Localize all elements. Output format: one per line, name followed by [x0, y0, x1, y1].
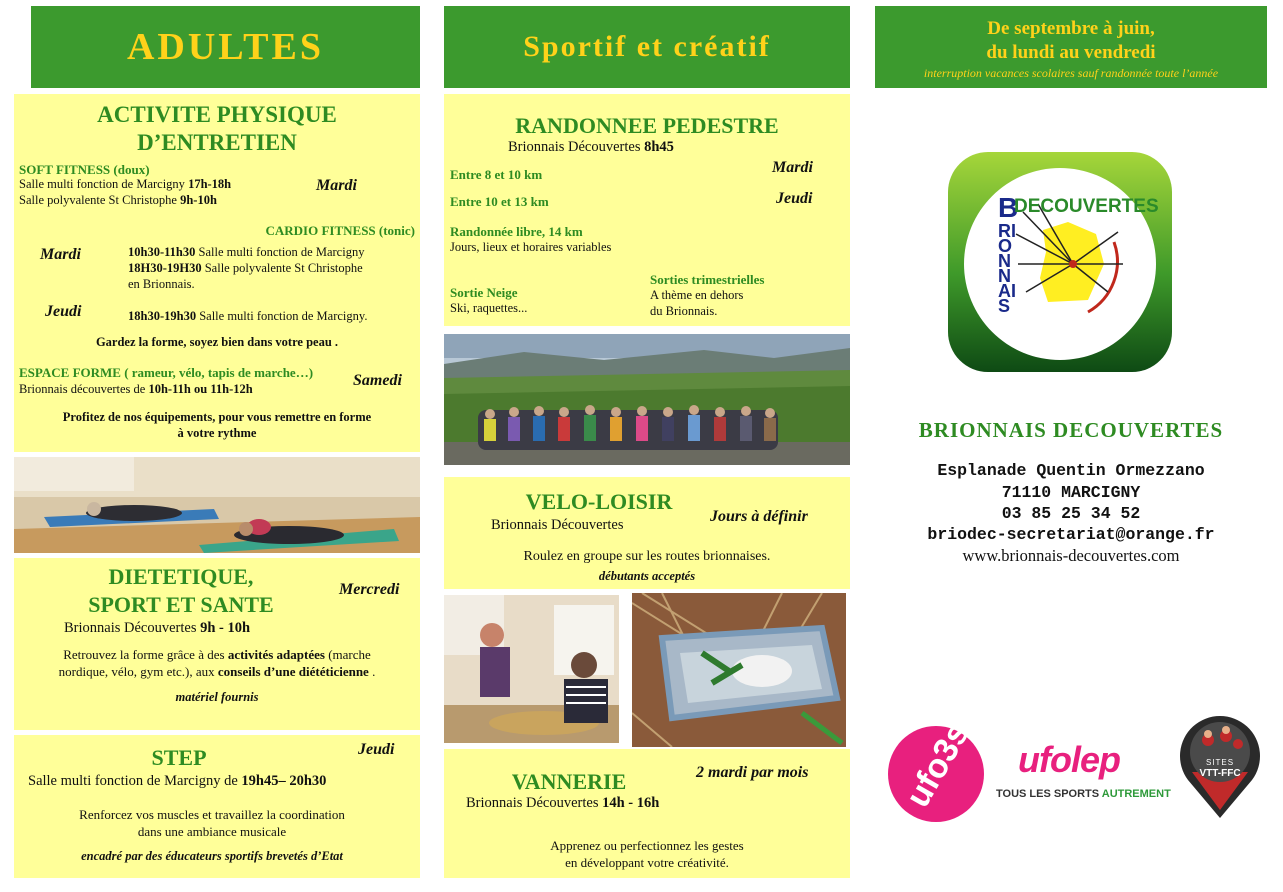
- vannerie-panel: [444, 749, 850, 878]
- gardez-forme-slogan: Gardez la forme, soyez bien dans votre peau .: [95, 335, 339, 349]
- hiking-group-photo: [444, 334, 850, 465]
- vannerie-day: 2 mardi par mois: [696, 764, 809, 781]
- soft-line2-time: 9h-10h: [180, 193, 217, 207]
- soft-fitness-title: SOFT FITNESS (doux): [19, 162, 150, 177]
- vannerie-photo-2: [632, 593, 846, 747]
- adultes-header: [31, 6, 420, 88]
- vannerie-title: VANNERIE: [511, 769, 627, 794]
- dietetique-desc-d: nordique, vélo, gym etc.), aux: [58, 664, 218, 679]
- vannerie-photo-2-illustration: [632, 593, 846, 747]
- step-desc-line2: dans une ambiance musicale: [137, 824, 287, 839]
- sorties-trim-line1: A thème en dehors: [650, 288, 744, 302]
- soft-fitness-day: Mardi: [316, 177, 357, 194]
- velo-title: VELO-LOISIR: [525, 489, 673, 514]
- ufo3s-text: ufo3s: [898, 716, 977, 814]
- activite-title-line2: D’ENTRETIEN: [137, 130, 297, 155]
- vannerie-time: 14h - 16h: [602, 795, 660, 811]
- step-place: [28, 773, 326, 790]
- dietetique-time: 9h - 10h: [200, 620, 251, 636]
- vannerie-desc-line1: Apprenez ou perfectionnez les gestes: [550, 838, 744, 853]
- cardio-l4-text: Salle multi fonction de Marcigny.: [196, 309, 368, 323]
- step-title: STEP: [151, 745, 207, 770]
- randonnee-libre-title: Randonnée libre, 14 km: [450, 224, 583, 239]
- step-desc-line1: Renforcez vos muscles et travaillez la coordination: [79, 807, 345, 822]
- dietetique-desc-e: conseils d’une diététicienne: [217, 664, 369, 679]
- soft-line1-text: Salle multi fonction de Marcigny: [19, 177, 189, 191]
- season-line1: De septembre à juin,: [987, 18, 1155, 39]
- velo-panel: [444, 477, 850, 589]
- activite-physique-panel: [14, 94, 420, 452]
- logo-rionnais: RIONNAIS: [998, 221, 1016, 316]
- vannerie-place: [466, 795, 659, 812]
- velo-day: Jours à définir: [710, 508, 808, 525]
- vtt-ffc-logo: [1178, 714, 1262, 820]
- contact-email[interactable]: briodec-secretariat@orange.fr: [927, 525, 1215, 544]
- sorties-trim-title: Sorties trimestrielles: [650, 272, 765, 287]
- soft-line2-text: Salle polyvalente St Christophe: [19, 193, 181, 207]
- cardio-day-mardi: Mardi: [40, 246, 81, 263]
- step-time: 19h45– 20h30: [241, 773, 327, 789]
- randonnee-panel: [444, 94, 850, 326]
- ufo3s-logo: [886, 716, 988, 830]
- velo-note: débutants acceptés: [598, 569, 696, 583]
- randonnee-libre-text: Jours, lieux et horaires variables: [450, 240, 612, 254]
- cardio-l2-text: Salle polyvalente St Christophe: [201, 261, 363, 275]
- vtt-sites-text: SITES: [1205, 758, 1235, 767]
- dietetique-desc-c: (marche: [324, 647, 371, 662]
- contact-phone: 03 85 25 34 52: [1001, 504, 1141, 523]
- contact-website[interactable]: www.brionnais-decouvertes.com: [962, 546, 1180, 565]
- ufolep-wordmark: ufolep: [1018, 739, 1120, 780]
- cardio-line2: [128, 261, 363, 276]
- vannerie-photo-1-illustration: [444, 595, 619, 743]
- vannerie-place-text: Brionnais Découvertes: [466, 795, 603, 811]
- velo-place: Brionnais Découvertes: [491, 517, 624, 533]
- espace-forme-line: [19, 382, 253, 397]
- season-line2: du lundi au vendredi: [986, 42, 1156, 63]
- randonnee-place-text: Brionnais Découvertes: [508, 139, 645, 155]
- dietetique-title-line2: SPORT ET SANTE: [88, 592, 274, 617]
- dietetique-desc-f: .: [368, 664, 376, 679]
- dietetique-day: Mercredi: [339, 581, 400, 598]
- soft-fitness-line2: [19, 193, 217, 208]
- randonnee-opt2: Entre 10 et 13 km: [450, 194, 549, 209]
- step-note: encadré par des éducateurs sportifs brevetés d’Etat: [81, 849, 343, 863]
- dietetique-place-text: Brionnais Découvertes: [64, 620, 201, 636]
- dietetique-title-line1: DIETETIQUE,: [108, 564, 254, 589]
- ufolep-logo: [996, 739, 1178, 805]
- fitness-photo: [14, 457, 420, 553]
- contact-name: BRIONNAIS DECOUVERTES: [918, 418, 1224, 442]
- vtt-ffc-text: VTT-FFC: [1199, 768, 1241, 779]
- soft-line1-time: 17h-18h: [188, 177, 232, 191]
- velo-desc: Roulez en groupe sur les routes brionnaises.: [523, 549, 771, 564]
- cardio-l1-time: 10h30-11h30: [128, 245, 196, 259]
- sportif-title: Sportif et créatif: [523, 30, 771, 63]
- randonnee-place: [508, 139, 674, 156]
- activite-title-line1: ACTIVITE PHYSIQUE: [97, 102, 337, 127]
- randonnee-opt1: Entre 8 et 10 km: [450, 167, 543, 182]
- brionnais-logo: [948, 152, 1172, 372]
- randonnee-time: 8h45: [644, 139, 674, 155]
- vtt-pin-graphic: [1178, 714, 1262, 820]
- dietetique-desc-b: activités adaptées: [227, 647, 325, 662]
- randonnee-title: RANDONNEE PEDESTRE: [515, 113, 779, 138]
- contact-address2: 71110 MARCIGNY: [1001, 483, 1141, 502]
- hiking-photo-illustration: [444, 334, 850, 465]
- dietetique-desc-a: Retrouvez la forme grâce à des: [63, 647, 228, 662]
- dietetique-note: matériel fournis: [175, 690, 259, 704]
- cardio-line3: en Brionnais.: [128, 277, 195, 291]
- ufolep-tagline-a: TOUS LES SPORTS: [996, 788, 1102, 800]
- dietetique-panel: [14, 558, 420, 730]
- logo-decouvertes: DECOUVERTES: [1014, 196, 1159, 217]
- ufolep-tagline-b: AUTREMENT: [1101, 788, 1171, 800]
- step-panel: [14, 735, 420, 878]
- sportif-header: [444, 6, 850, 88]
- vannerie-photo-1: [444, 595, 619, 743]
- cardio-fitness-title: CARDIO FITNESS (tonic): [265, 223, 415, 238]
- soft-fitness-line1: [19, 177, 231, 192]
- espace-text: Brionnais découvertes de: [19, 382, 149, 396]
- espace-time: 10h-11h ou 11h-12h: [148, 382, 253, 396]
- brionnais-logo-graphic: [948, 152, 1172, 372]
- cardio-line4: [128, 309, 367, 324]
- sorties-trim-line2: du Brionnais.: [650, 304, 718, 318]
- dietetique-desc: [14, 646, 420, 680]
- espace-forme-day: Samedi: [353, 372, 402, 389]
- logo-letter-b: B: [998, 192, 1019, 223]
- season-header: [875, 6, 1267, 88]
- sortie-neige-title: Sortie Neige: [450, 285, 518, 300]
- cardio-l1-text: Salle multi fonction de Marcigny: [195, 245, 365, 259]
- cardio-l4-time: 18h30-19h30: [128, 309, 197, 323]
- cardio-line1: [128, 245, 364, 260]
- dietetique-place: [64, 620, 250, 637]
- step-place-text: Salle multi fonction de Marcigny de: [28, 773, 242, 789]
- profitez-line1: Profitez de nos équipements, pour vous remettre en forme: [62, 410, 372, 424]
- vannerie-desc-line2: en développant votre créativité.: [565, 855, 729, 870]
- randonnee-day2: Jeudi: [776, 190, 813, 207]
- cardio-l2-time: 18H30-19H30: [128, 261, 202, 275]
- season-note: interruption vacances scolaires sauf randonnée toute l’année: [923, 66, 1219, 80]
- step-day: Jeudi: [358, 741, 395, 758]
- ufolep-tagline: [996, 788, 1171, 800]
- fitness-photo-illustration: [14, 457, 420, 553]
- profitez-line2: à votre rythme: [177, 426, 257, 440]
- randonnee-day1: Mardi: [772, 159, 813, 176]
- adultes-title: ADULTES: [126, 26, 324, 68]
- espace-forme-title: ESPACE FORME ( rameur, vélo, tapis de marche…): [19, 365, 314, 380]
- sortie-neige-text: Ski, raquettes...: [450, 301, 528, 315]
- cardio-day-jeudi: Jeudi: [45, 303, 82, 320]
- contact-address1: Esplanade Quentin Ormezzano: [937, 461, 1205, 480]
